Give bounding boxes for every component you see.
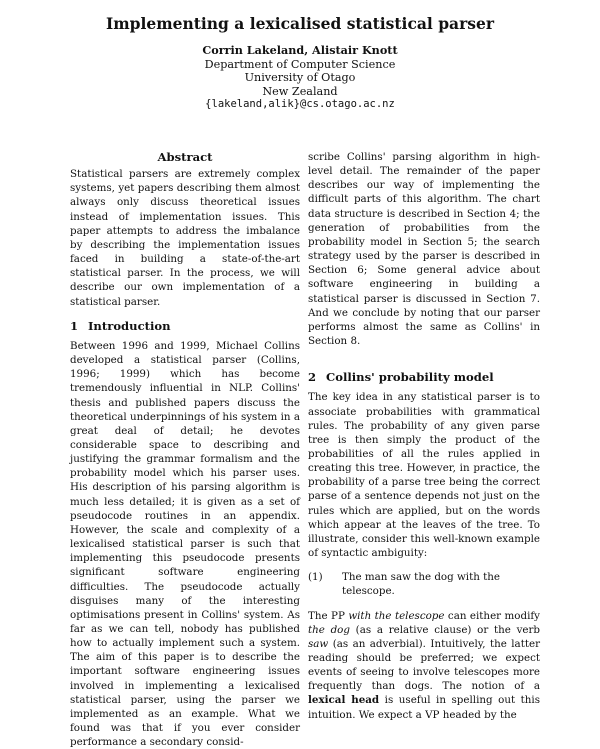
phrase-the-dog: the dog [308, 623, 350, 636]
affiliation-country: New Zealand [262, 84, 338, 98]
section-1-number: 1 [70, 318, 79, 333]
example-number: (1) [308, 571, 323, 584]
right-column [308, 150, 540, 722]
example-text: The man saw the dog with the telescope. [342, 571, 500, 598]
author-block [0, 44, 600, 112]
example-sentence [308, 570, 540, 598]
left-column [70, 150, 300, 749]
paper-title: Implementing a lexicalised statistical parser [105, 14, 495, 33]
section-1-paragraph: Between 1996 and 1999, Michael Collins developed a statistical parser (Collins, 1996; 1999) which has become tremendously influential in NLP. Collins' thesis and published papers discuss the theoretical underpinnings of his system in a great deal of detail; he devotes considerable space to describing and justifying the grammar formalism and the probability model which his parser uses. His description of his parsing algorithm is much less detailed; it is given as a set of pseudocode routines in an appendix. However, the scale and complexity of a lexicalised statistical parser is such that implementing this pseudocode presents significant software engineering difficulties. The pseudocode actually disguises many of the interesting optimisations present in Collins' system. As far as we can tell, nobody has published how to actually implement such a system. The aim of this paper is to describe the important software engineering issues involved in implementing a lexicalised statistical parser, using the parser we implemented as an example. What we found was that if you ever consider performance a secondary consid- [70, 339, 300, 749]
section-1-paragraph-continued: scribe Collins' parsing algorithm in high-level detail. The remainder of the paper describes our way of implementing the difficult parts of this algorithm. The chart data structure is described in Section 4; the generation of probabilities from the probability model in Section 5; the search strategy used by the parser is described in Section 6; Some general advice about software engineering in building a statistical parser is discussed in Section 7. And we conclude by noting that our parser performs almost the same as Collins' in Section 8. [308, 151, 540, 348]
section-2-paragraph-2: The PP with the telescope can either modify the dog (as a relative clause) or the verb saw (as an adverbial). Intuitively, the latter reading should be preferred; we expect events of seeing to involve telescopes more frequently than dogs. The notion of a lexical head is useful in spelling out this intuition. We expect a VP headed by the [308, 609, 540, 721]
section-2-title: Collins' probability model [326, 370, 494, 385]
section-2-paragraph: The key idea in any statistical parser is to associate probabilities with grammatical rules. The probability of any given parse tree is then simply the product of the probabilities of all the rules applied in creating this tree. However, in practice, the probability of a parse tree being the correct parse of a sentence depends not just on the rules which are applied, but on the words which appear at the leaves of the tree. To illustrate, consider this well-known example of syntactic ambiguity: [308, 391, 540, 560]
phrase-with-the-telescope: with the telescope [348, 609, 445, 622]
author-names: Corrin Lakeland, Alistair Knott [202, 43, 398, 57]
section-2-heading [308, 370, 540, 384]
author-email: {lakeland,alik}@cs.otago.ac.nz [205, 98, 395, 111]
affiliation-university: University of Otago [244, 71, 356, 85]
word-saw: saw [308, 637, 329, 650]
section-1-title: Introduction [88, 318, 171, 333]
term-lexical-head: lexical head [308, 694, 380, 707]
affiliation-department: Department of Computer Science [204, 57, 396, 71]
abstract-text: Statistical parsers are extremely complex systems, yet papers describing them almost always only discuss theoretical issues instead of implementation issues. This paper attempts to address the imbalance by describing the implementation issues faced in building a state-of-the-art statistical parser. In the process, we will describe our own implementation of a statistical parser. [70, 168, 300, 308]
section-2-number: 2 [308, 370, 317, 385]
abstract-heading: Abstract [157, 150, 213, 164]
section-1-heading [70, 319, 300, 333]
